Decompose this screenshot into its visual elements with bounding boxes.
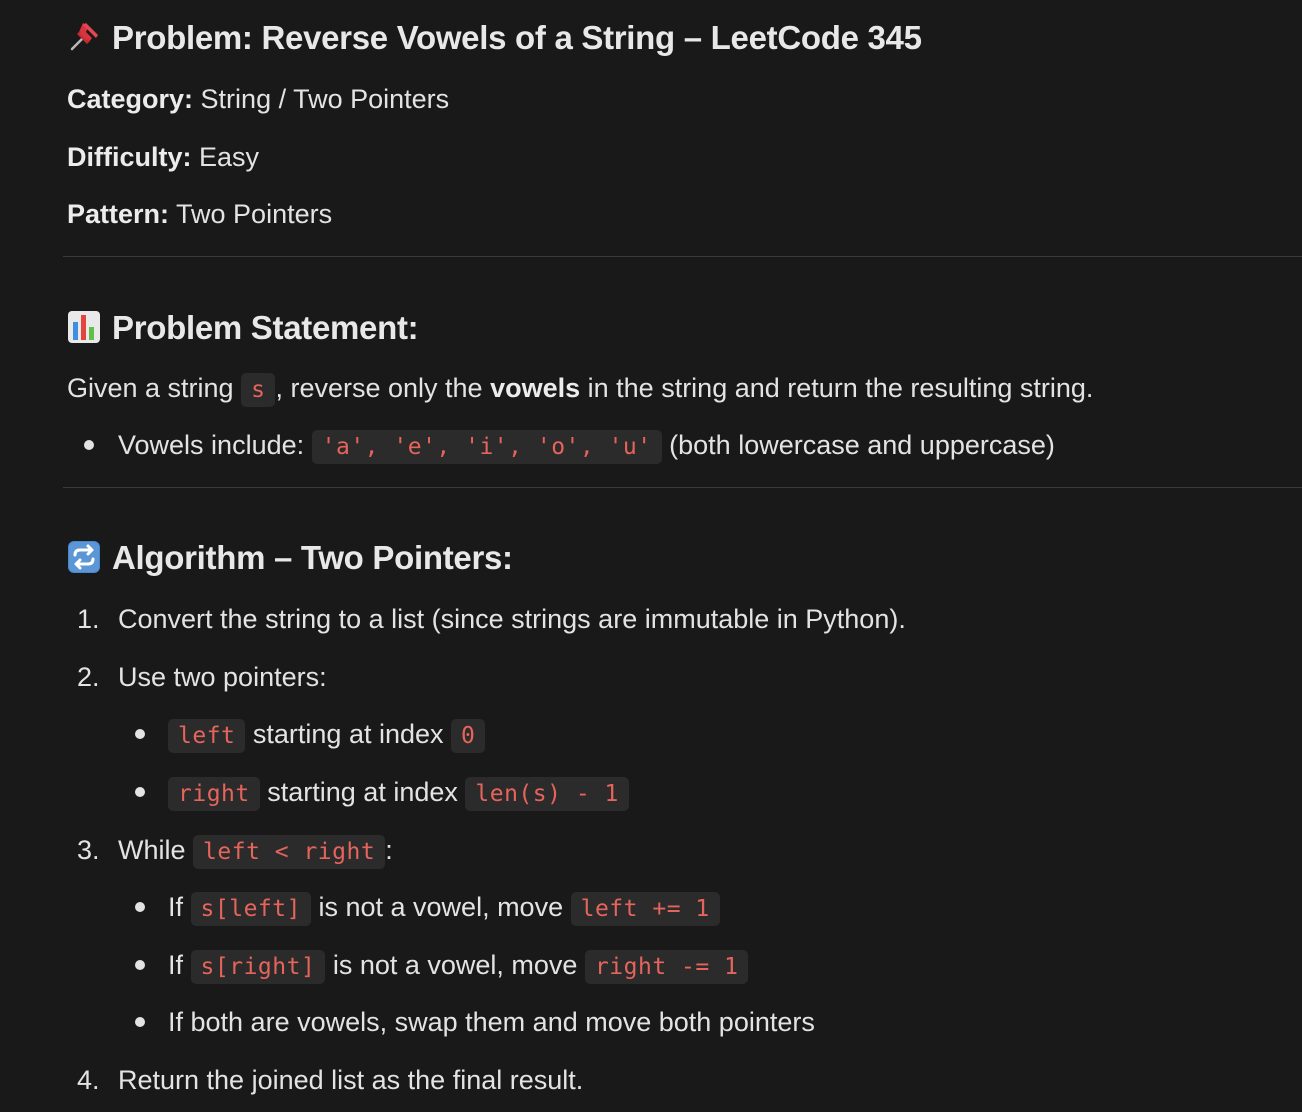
list-item [118,428,1055,464]
difficulty-value: Easy [199,142,260,172]
inline-code: s[left] [191,892,311,926]
pushpin-icon [67,20,101,54]
list-item-text: (both lowercase and uppercase) [669,430,1055,460]
step-3-sub-2 [168,948,748,984]
bold-text: vowels [490,373,581,403]
inline-code: left += 1 [571,892,720,926]
step-3-sub-1 [168,890,720,926]
divider [63,487,1302,488]
inline-code: s[right] [191,950,326,984]
step-3-sub-3: If both are vowels, swap them and move both pointers [168,1007,815,1037]
step-2-sub-1 [168,717,485,753]
bar-chart-icon [67,310,101,344]
statement-text-part: Given a string [67,373,234,403]
statement-text [67,371,1093,407]
step-1: Convert the string to a list (since strings are immutable in Python). [118,604,906,634]
list-number: 1. [77,604,100,634]
bullet-dot [135,960,145,970]
inline-code: s [241,373,275,407]
list-item-text: starting at index [252,719,444,749]
step-2: Use two pointers: [118,662,327,692]
statement-heading: Problem Statement: [112,309,419,346]
page-title: Problem: Reverse Vowels of a String – LeetCode 345 [112,19,922,56]
bullet-dot [135,1017,145,1027]
list-item-text: : [385,835,393,865]
inline-code: left < right [193,835,385,869]
inline-code: left [168,719,245,753]
pattern-line [67,197,332,231]
inline-code: 'a', 'e', 'i', 'o', 'u' [312,430,662,464]
difficulty-label: Difficulty: [67,142,192,172]
list-item-text: is not a vowel, move [332,950,578,980]
statement-text-part: , reverse only the [275,373,483,403]
difficulty-line [67,140,259,174]
inline-code: right -= 1 [585,950,748,984]
inline-code: right [168,777,260,811]
divider [63,256,1302,257]
bullet-dot [135,729,145,739]
list-item-text: Vowels include: [118,430,305,460]
list-number: 3. [77,835,100,865]
list-number: 2. [77,662,100,692]
inline-code: 0 [451,719,485,753]
category-value: String / Two Pointers [200,84,450,114]
category-label: Category: [67,84,194,114]
list-item-text: is not a vowel, move [318,892,564,922]
list-number: 4. [77,1065,100,1095]
bullet-dot [135,787,145,797]
bullet-dot [84,440,94,450]
pattern-label: Pattern: [67,199,170,229]
statement-text-part: in the string and return the resulting string. [587,373,1094,403]
list-item-text: If [168,892,184,922]
list-item-text: starting at index [267,777,458,807]
step-4: Return the joined list as the final result. [118,1065,584,1095]
category-line [67,82,449,116]
repeat-icon [67,540,101,574]
pattern-value: Two Pointers [176,199,333,229]
list-item-text: If [168,950,184,980]
step-3 [118,833,393,869]
bullet-dot [135,902,145,912]
inline-code: len(s) - 1 [465,777,628,811]
step-2-sub-2 [168,775,629,811]
algorithm-heading: Algorithm – Two Pointers: [112,539,513,576]
list-item-text: While [118,835,186,865]
